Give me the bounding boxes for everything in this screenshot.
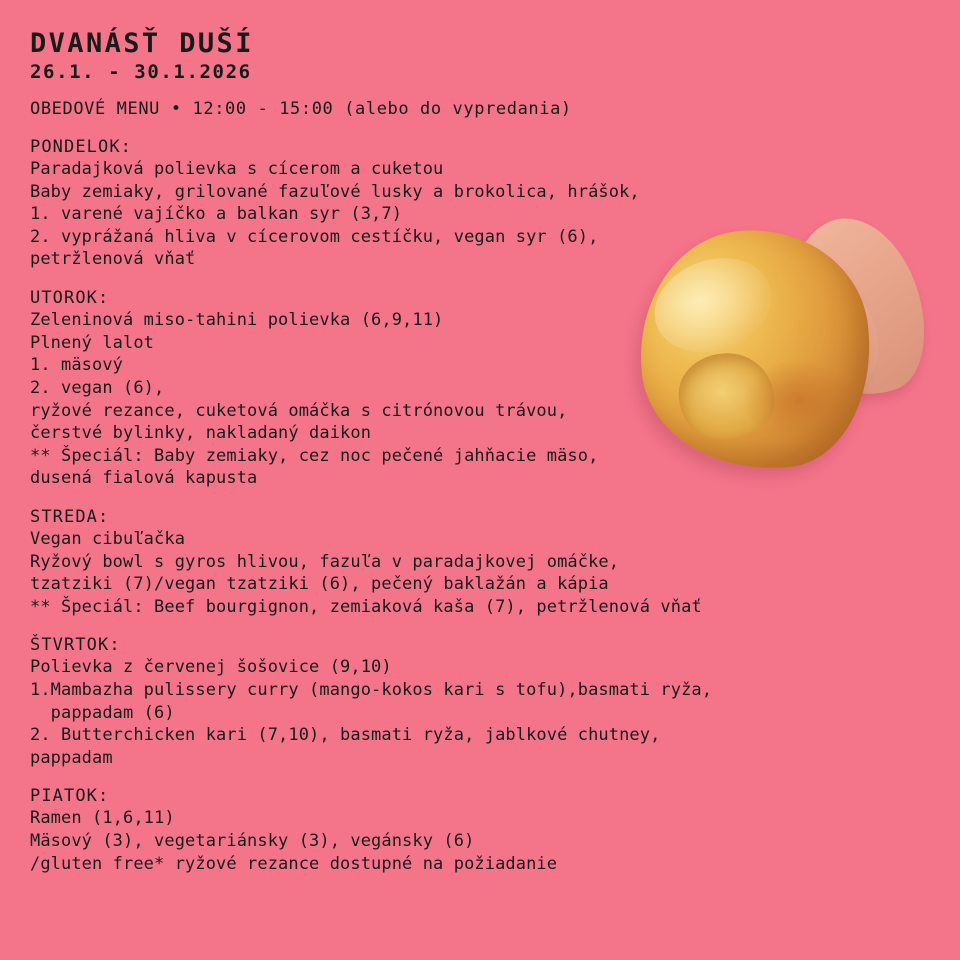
- day-name: UTOROK:: [30, 288, 110, 309]
- date-range: 26.1. - 30.1.2026: [30, 61, 252, 84]
- menu-line: Ryžový bowl s gyros hlivou, fazuľa v paradajkovej omáčke,: [30, 551, 620, 572]
- day-name: ŠTVRTOK:: [30, 635, 121, 656]
- day-block-friday: [30, 786, 930, 875]
- menu-line: 2. vegan (6),: [30, 377, 165, 398]
- day-name: PIATOK:: [30, 786, 110, 807]
- menu-line: čerstvé bylinky, nakladaný daikon: [30, 423, 372, 444]
- menu-line: Paradajková polievka s cícerom a cuketou: [30, 159, 444, 180]
- menu-line: Mäsový (3), vegetariánsky (3), vegánsky (6): [30, 831, 475, 852]
- menu-line: Zeleninová miso-tahini polievka (6,9,11): [30, 310, 444, 331]
- menu-line: 2. Butterchicken kari (7,10), basmati ryža, jablkové chutney,: [30, 725, 661, 746]
- menu-line: 1. mäsový: [30, 355, 124, 376]
- menu-line: Vegan cibuľačka: [30, 528, 186, 549]
- menu-line: pappadam (6): [30, 702, 175, 723]
- menu-line: 1. varené vajíčko a balkan syr (3,7): [30, 204, 403, 225]
- menu-line: Plnený lalot: [30, 332, 155, 353]
- day-block-tuesday: [30, 288, 930, 490]
- menu-line: dusená fialová kapusta: [30, 468, 258, 489]
- menu-line: petržlenová vňať: [30, 249, 196, 270]
- day-name: PONDELOK:: [30, 137, 133, 158]
- menu-line: pappadam: [30, 747, 113, 768]
- menu-line: 2. vyprážaná hliva v cícerovom cestíčku, vegan syr (6),: [30, 226, 599, 247]
- menu-line: /gluten free* ryžové rezance dostupné na požiadanie: [30, 853, 558, 874]
- day-block-monday: [30, 137, 930, 271]
- menu-line: Polievka z červenej šošovice (9,10): [30, 657, 392, 678]
- menu-hours: OBEDOVÉ MENU • 12:00 - 15:00 (alebo do vypredania): [30, 99, 572, 120]
- day-block-thursday: [30, 635, 930, 769]
- menu-line: tzatziki (7)/vegan tzatziki (6), pečený baklažán a kápia: [30, 574, 609, 595]
- day-name: STREDA:: [30, 506, 110, 527]
- day-block-wednesday: [30, 507, 930, 618]
- menu-line: ** Špeciál: Beef bourgignon, zemiaková kaša (7), petržlenová vňať: [30, 596, 702, 617]
- menu-line: Ramen (1,6,11): [30, 808, 175, 829]
- menu-line: 1.Mambazha pulissery curry (mango-kokos kari s tofu),basmati ryža,: [30, 680, 713, 701]
- page-title: DVANÁSŤ DUŠÍ: [30, 28, 254, 59]
- menu-line: Baby zemiaky, grilované fazuľové lusky a brokolica, hrášok,: [30, 181, 640, 202]
- menu-line: ryžové rezance, cuketová omáčka s citrónovou trávou,: [30, 400, 568, 421]
- menu-line: ** Špeciál: Baby zemiaky, cez noc pečené jahňacie mäso,: [30, 445, 599, 466]
